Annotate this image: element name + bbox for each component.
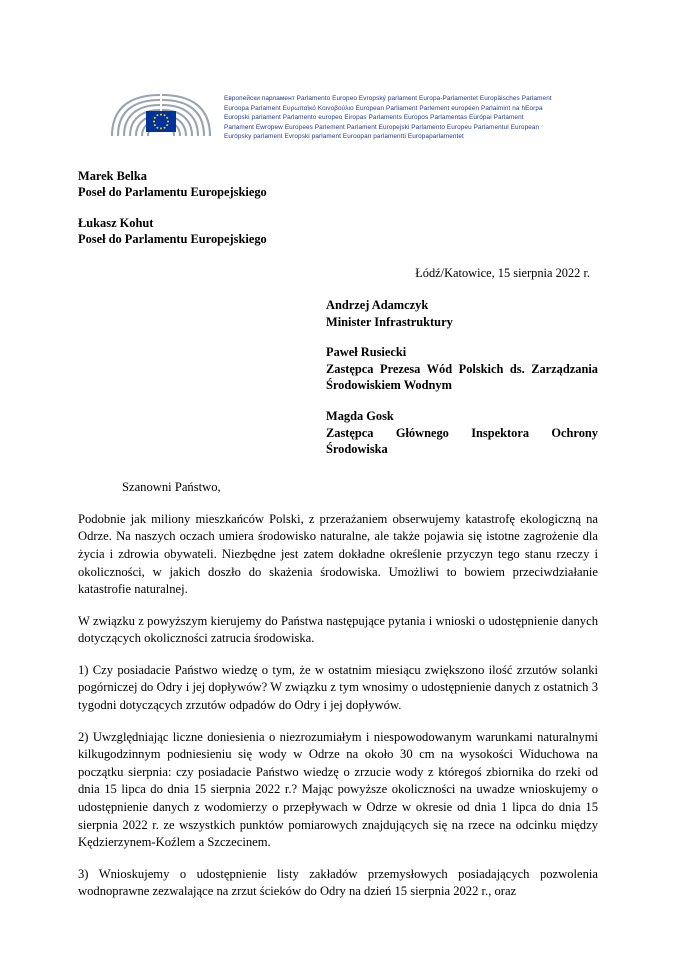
european-parliament-logo-icon xyxy=(108,92,214,140)
recipient-entry xyxy=(326,344,598,394)
sender-title: Poseł do Parlamentu Europejskiego xyxy=(78,185,267,200)
recipient-role: Zastępca Głównego Inspektora Ochrony Środowiska xyxy=(326,425,598,457)
body-paragraph: 2) Uwzględniając liczne doniesienia o niezrozumiałym i niespowodowanym warunkami naturalnymi kilkugodzinnym podniesieniu się wody w Odrze na około 30 cm na wysokości Widuchowa na początku sierpnia: czy posiadacie Państwo wiedzę o zrzucie wody z któregoś zbiornika do rzeki od dnia 15 lipca do dnia 15 sierpnia 2022 r.? Mając powyższe okoliczności na uwadze wnioskujemy o udostępnienie danych z wodomierzy o przepływach w Odrze w okresie od dnia 1 lipca do dnia 15 sierpnia 2022 r. ze wszystkich punktów pomiarowych znajdujących się na rzece na odcinku między Kędzierzynem-Koźlem a Szczecinem. xyxy=(78,729,598,850)
recipient-entry xyxy=(326,297,598,330)
language-line: Европейски парламент Parlamento Europeo Evropský parlament Europa-Parlamentet Europäisches Parlament xyxy=(224,95,552,102)
body-paragraph: 3) Wnioskujemy o udostępnienie listy zakładów przemysłowych posiadających pozwolenia wodnoprawne zezwalające na zrzut ścieków do Odry na dzień 15 sierpnia 2022 r., oraz xyxy=(78,866,598,899)
place-and-date: Łódź/Katowice, 15 sierpnia 2022 r. xyxy=(415,265,590,280)
letterhead xyxy=(108,92,598,142)
sender-title: Poseł do Parlamentu Europejskiego xyxy=(78,232,267,247)
sender-name: Marek Belka xyxy=(78,168,147,183)
recipient-entry xyxy=(326,408,598,458)
recipient-role: Minister Infrastruktury xyxy=(326,314,453,329)
sender-entry xyxy=(78,215,598,248)
senders xyxy=(78,168,598,248)
institution-languages xyxy=(224,92,552,142)
language-line: Euroopa Parlament Ευρωπαϊκό Κοινοβούλιο European Parliament Parlement européen Parlaimint na hEorpa xyxy=(224,104,543,112)
salutation: Szanowni Państwo, xyxy=(122,479,221,494)
sender-entry xyxy=(78,168,598,201)
language-line: Europski parlament Parlamento europeo Eiropas Parlaments Europos Parlamentas Európai Parlament xyxy=(224,114,524,122)
body-paragraph: Podobnie jak miliony mieszkańców Polski, z przerażaniem obserwujemy katastrofę ekologiczną na Odrze. Na naszych oczach umiera środowisko naturalne, ale także pojawia się istotne zagrożenie dla życia i zdrowia obywateli. Niezbędne jest zatem dokładne określenie przyczyn tego stanu rzeczy i okoliczności, w jakich doszło do skażenia środowiska. Umożliwi to bowiem przeciwdziałanie katastrofie naturalnej. xyxy=(78,511,598,597)
recipient-name: Andrzej Adamczyk xyxy=(326,297,429,312)
recipient-name: Magda Gosk xyxy=(326,408,394,423)
body-paragraph: 1) Czy posiadacie Państwo wiedzę o tym, że w ostatnim miesiącu zwiększono ilość zrzutów solanki pogórniczej do Odry i jej dopływów? W związku z tym wnosimy o udostępnienie danych z ostatnich 3 tygodni dotyczących zrzutów odpadów do Odry i jej dopływów. xyxy=(78,662,598,713)
body-paragraph: W związku z powyższym kierujemy do Państwa następujące pytania i wnioski o udostępnienie danych dotyczących okoliczności zatrucia środowiska. xyxy=(78,613,598,646)
recipients xyxy=(326,297,598,458)
sender-name: Łukasz Kohut xyxy=(78,215,154,230)
letter-body xyxy=(78,92,598,901)
recipient-role: Zastępca Prezesa Wód Polskich ds. Zarządzania Środowiskiem Wodnym xyxy=(326,361,598,393)
language-line: Parlament Ewropew Europees Parlement Parlament Europejski Parlamento Europeu Parlamentul European xyxy=(224,123,540,131)
language-line: Európsky parlament Evropski parlament Euroopan parlamentti Europaparlamentet xyxy=(224,133,464,141)
recipient-name: Paweł Rusiecki xyxy=(326,345,407,360)
